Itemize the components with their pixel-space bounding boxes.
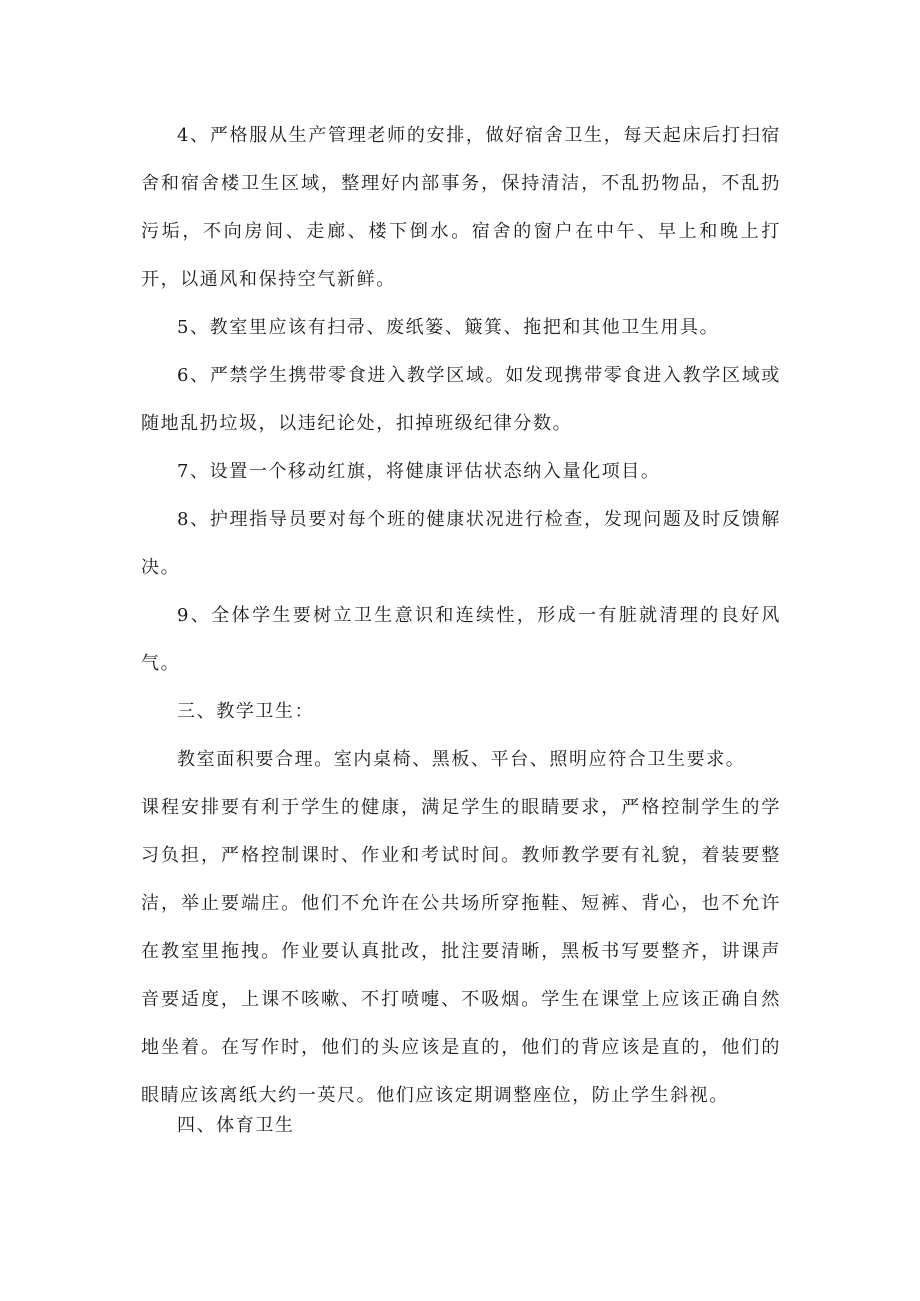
paragraph-item-6: 6、严禁学生携带零食进入教学区域。如发现携带零食进入教学区域或随地乱扔垃圾，以违纪论处，扣掉班级纪律分数。 [141,365,781,434]
paragraph-item-4: 4、严格服从生产管理老师的安排，做好宿舍卫生，每天起床后打扫宿舍和宿舍楼卫生区域，整理好内部事务，保持清洁，不乱扔物品，不乱扔污垢，不向房间、走廊、楼下倒水。宿舍的窗户在中午、早上和晚上打开，以通风和保持空气新鲜。 [141,125,781,290]
paragraph-item-9: 9、全体学生要树立卫生意识和连续性，形成一有脏就清理的良好风气。 [141,605,781,674]
paragraph-item-5: 5、教室里应该有扫帚、废纸篓、簸箕、拖把和其他卫生用具。 [177,317,720,338]
document-body [141,112,781,1146]
paragraph-item-8: 8、护理指导员要对每个班的健康状况进行检查，发现问题及时反馈解决。 [141,509,781,578]
paragraph-classroom: 教室面积要合理。室内桌椅、黑板、平台、照明应符合卫生要求。 [177,749,746,770]
section-heading-sports-hygiene: 四、体育卫生 [177,1115,295,1136]
paragraph-curriculum: 课程安排要有利于学生的健康，满足学生的眼睛要求，严格控制学生的学习负担，严格控制课时、作业和考试时间。教师教学要有礼貌，着装要整洁，举止要端庄。他们不允许在公共场所穿拖鞋、短裤、背心，也不允许在教室里拖拽。作业要认真批改，批注要清晰，黑板书写要整齐，讲课声音要适度，上课不咳嗽、不打喷嚏、不吸烟。学生在课堂上应该正确自然地坐着。在写作时，他们的头应该是直的，他们的背应该是直的，他们的眼睛应该离纸大约一英尺。他们应该定期调整座位，防止学生斜视。 [141,797,781,1106]
paragraph-item-7: 7、设置一个移动红旗，将健康评估状态纳入量化项目。 [177,461,661,482]
section-heading-teaching-hygiene: 三、教学卫生： [177,701,315,722]
